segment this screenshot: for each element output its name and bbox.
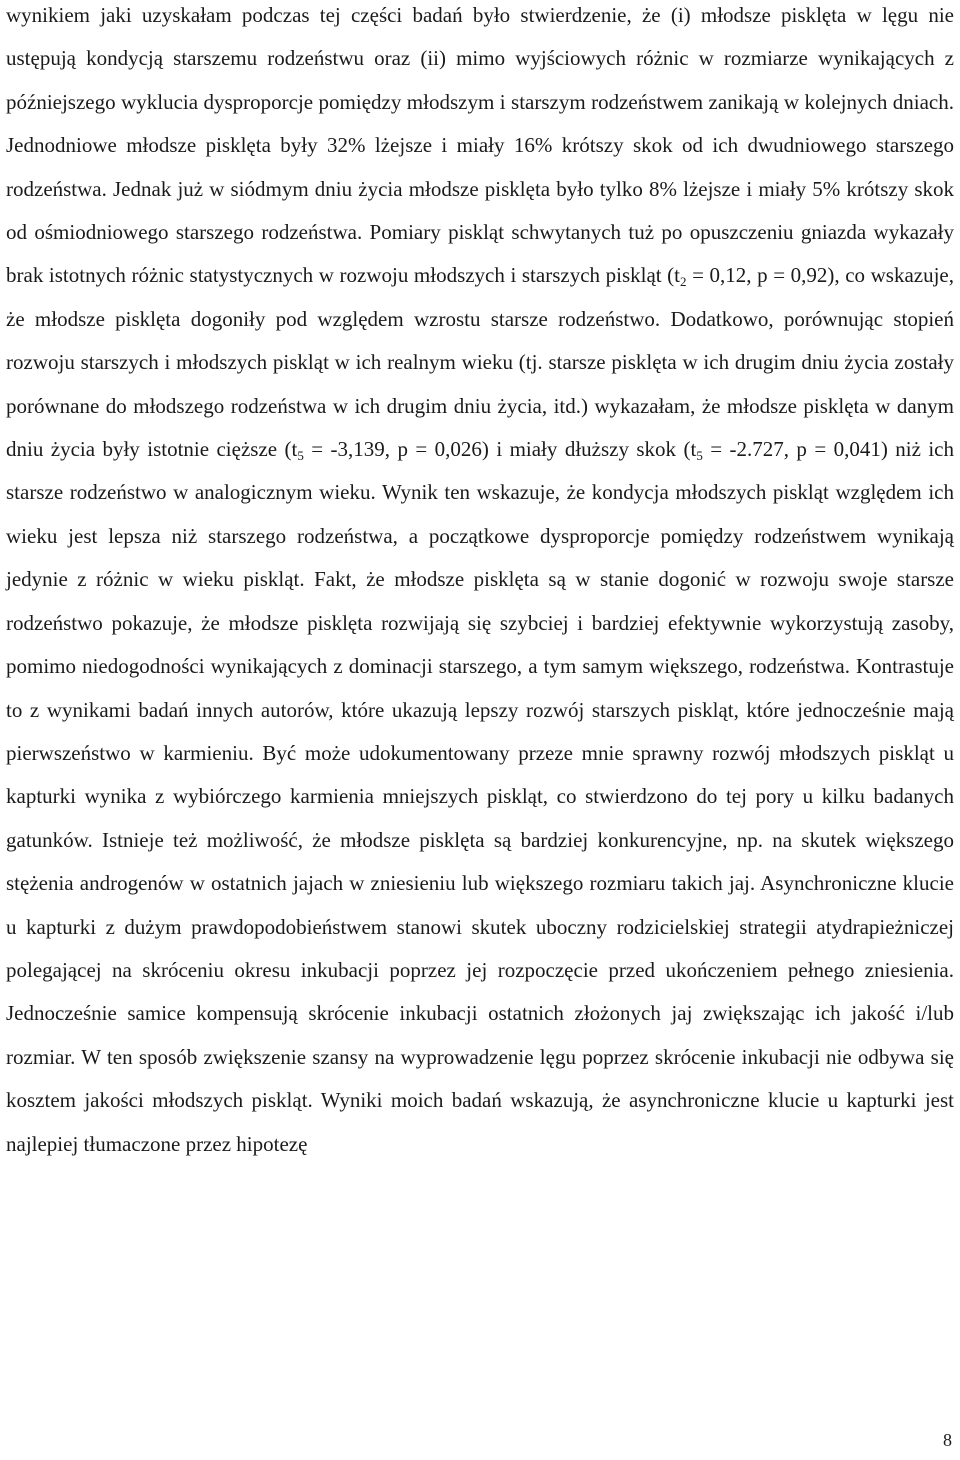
subscript-df-5b: 5 [696, 448, 703, 464]
paragraph-text-part-4: = -2.727, p = 0,041) niż ich starsze rodzeństwo w analogicznym wieku. Wynik ten wskazuje, że kondycja młodszych piskląt względem ich wieku jest lepsza niż starszego rodzeństwa, a początkowe dysproporcje pomiędzy rodzeństwem wynikają jedynie z różnic w wieku piskląt. Fakt, że młodsze pisklęta są w stanie dogonić w rozwoju swoje starsze rodzeństwo pokazuje, że młodsze pisklęta rozwijają się szybciej i bardziej efektywnie wykorzystują zasoby, pomimo niedogodności wynikających z dominacji starszego, a tym samym większego, rodzeństwa. Kontrastuje to z wynikami badań innych autorów, które ukazują lepszy rozwój starszych piskląt, które jednocześnie mają pierwszeństwo w karmieniu. Być może udokumentowany przeze mnie sprawny rozwój młodszych piskląt u kapturki wynika z wybiórczego karmienia mniejszych piskląt, co stwierdzono do tej pory u kilku badanych gatunków. Istnieje też możliwość, że młodsze pisklęta są bardziej konkurencyjne, np. na skutek większego stężenia androgenów w ostatnich jajach w zniesieniu lub większego rozmiaru takich jaj. Asynchroniczne klucie u kapturki z dużym prawdopodobieństwem stanowi skutek uboczny rodzicielskiej strategii atydrapieżniczej polegającej na skróceniu okresu inkubacji poprzez jej rozpoczęcie przed ukończeniem pełnego zniesienia. Jednocześnie samice kompensują skrócenie inkubacji ostatnich złożonych jaj zwiększając ich jakość i/lub rozmiar. W ten sposób zwiększenie szansy na wyprowadzenie lęgu poprzez skrócenie inkubacji nie odbywa się kosztem jakości młodszych piskląt. Wyniki moich badań wskazują, że asynchroniczne klucie u kapturki jest najlepiej tłumaczone przez hipotezę [6, 437, 954, 1156]
body-paragraph [6, 0, 954, 1166]
paragraph-text-part-1: wynikiem jaki uzyskałam podczas tej części badań było stwierdzenie, że (i) młodsze pisklęta w lęgu nie ustępują kondycją starszemu rodzeństwu oraz (ii) mimo wyjściowych różnic w rozmiarze wynikających z późniejszego wyklucia dysproporcje pomiędzy młodszym i starszym rodzeństwem zanikają w kolejnych dniach. Jednodniowe młodsze pisklęta były 32% lżejsze i miały 16% krótszy skok od ich dwudniowego starszego rodzeństwa. Jednak już w siódmym dniu życia młodsze pisklęta było tylko 8% lżejsze i miały 5% krótszy skok od ośmiodniowego starszego rodzeństwa. Pomiary piskląt schwytanych tuż po opuszczeniu gniazda wykazały brak istotnych różnic statystycznych w rozwoju młodszych i starszych piskląt (t [6, 3, 954, 288]
subscript-df-5a: 5 [297, 448, 304, 464]
subscript-df-2: 2 [680, 274, 687, 290]
page-number: 8 [943, 1430, 952, 1450]
paragraph-text-part-3: = -3,139, p = 0,026) i miały dłuższy skok (t [303, 437, 697, 462]
paragraph-text-part-2: = 0,12, p = 0,92), co wskazuje, że młodsze pisklęta dogoniły pod względem wzrostu starsze rodzeństwo. Dodatkowo, porównując stopień rozwoju starszych i młodszych piskląt w ich realnym wieku (tj. starsze pisklęta w ich drugim dniu życia zostały porównane do młodszego rodzeństwa w ich drugim dniu życia, itd.) wykazałam, że młodsze pisklęta w danym dniu życia były istotnie cięższe (t [6, 263, 954, 462]
